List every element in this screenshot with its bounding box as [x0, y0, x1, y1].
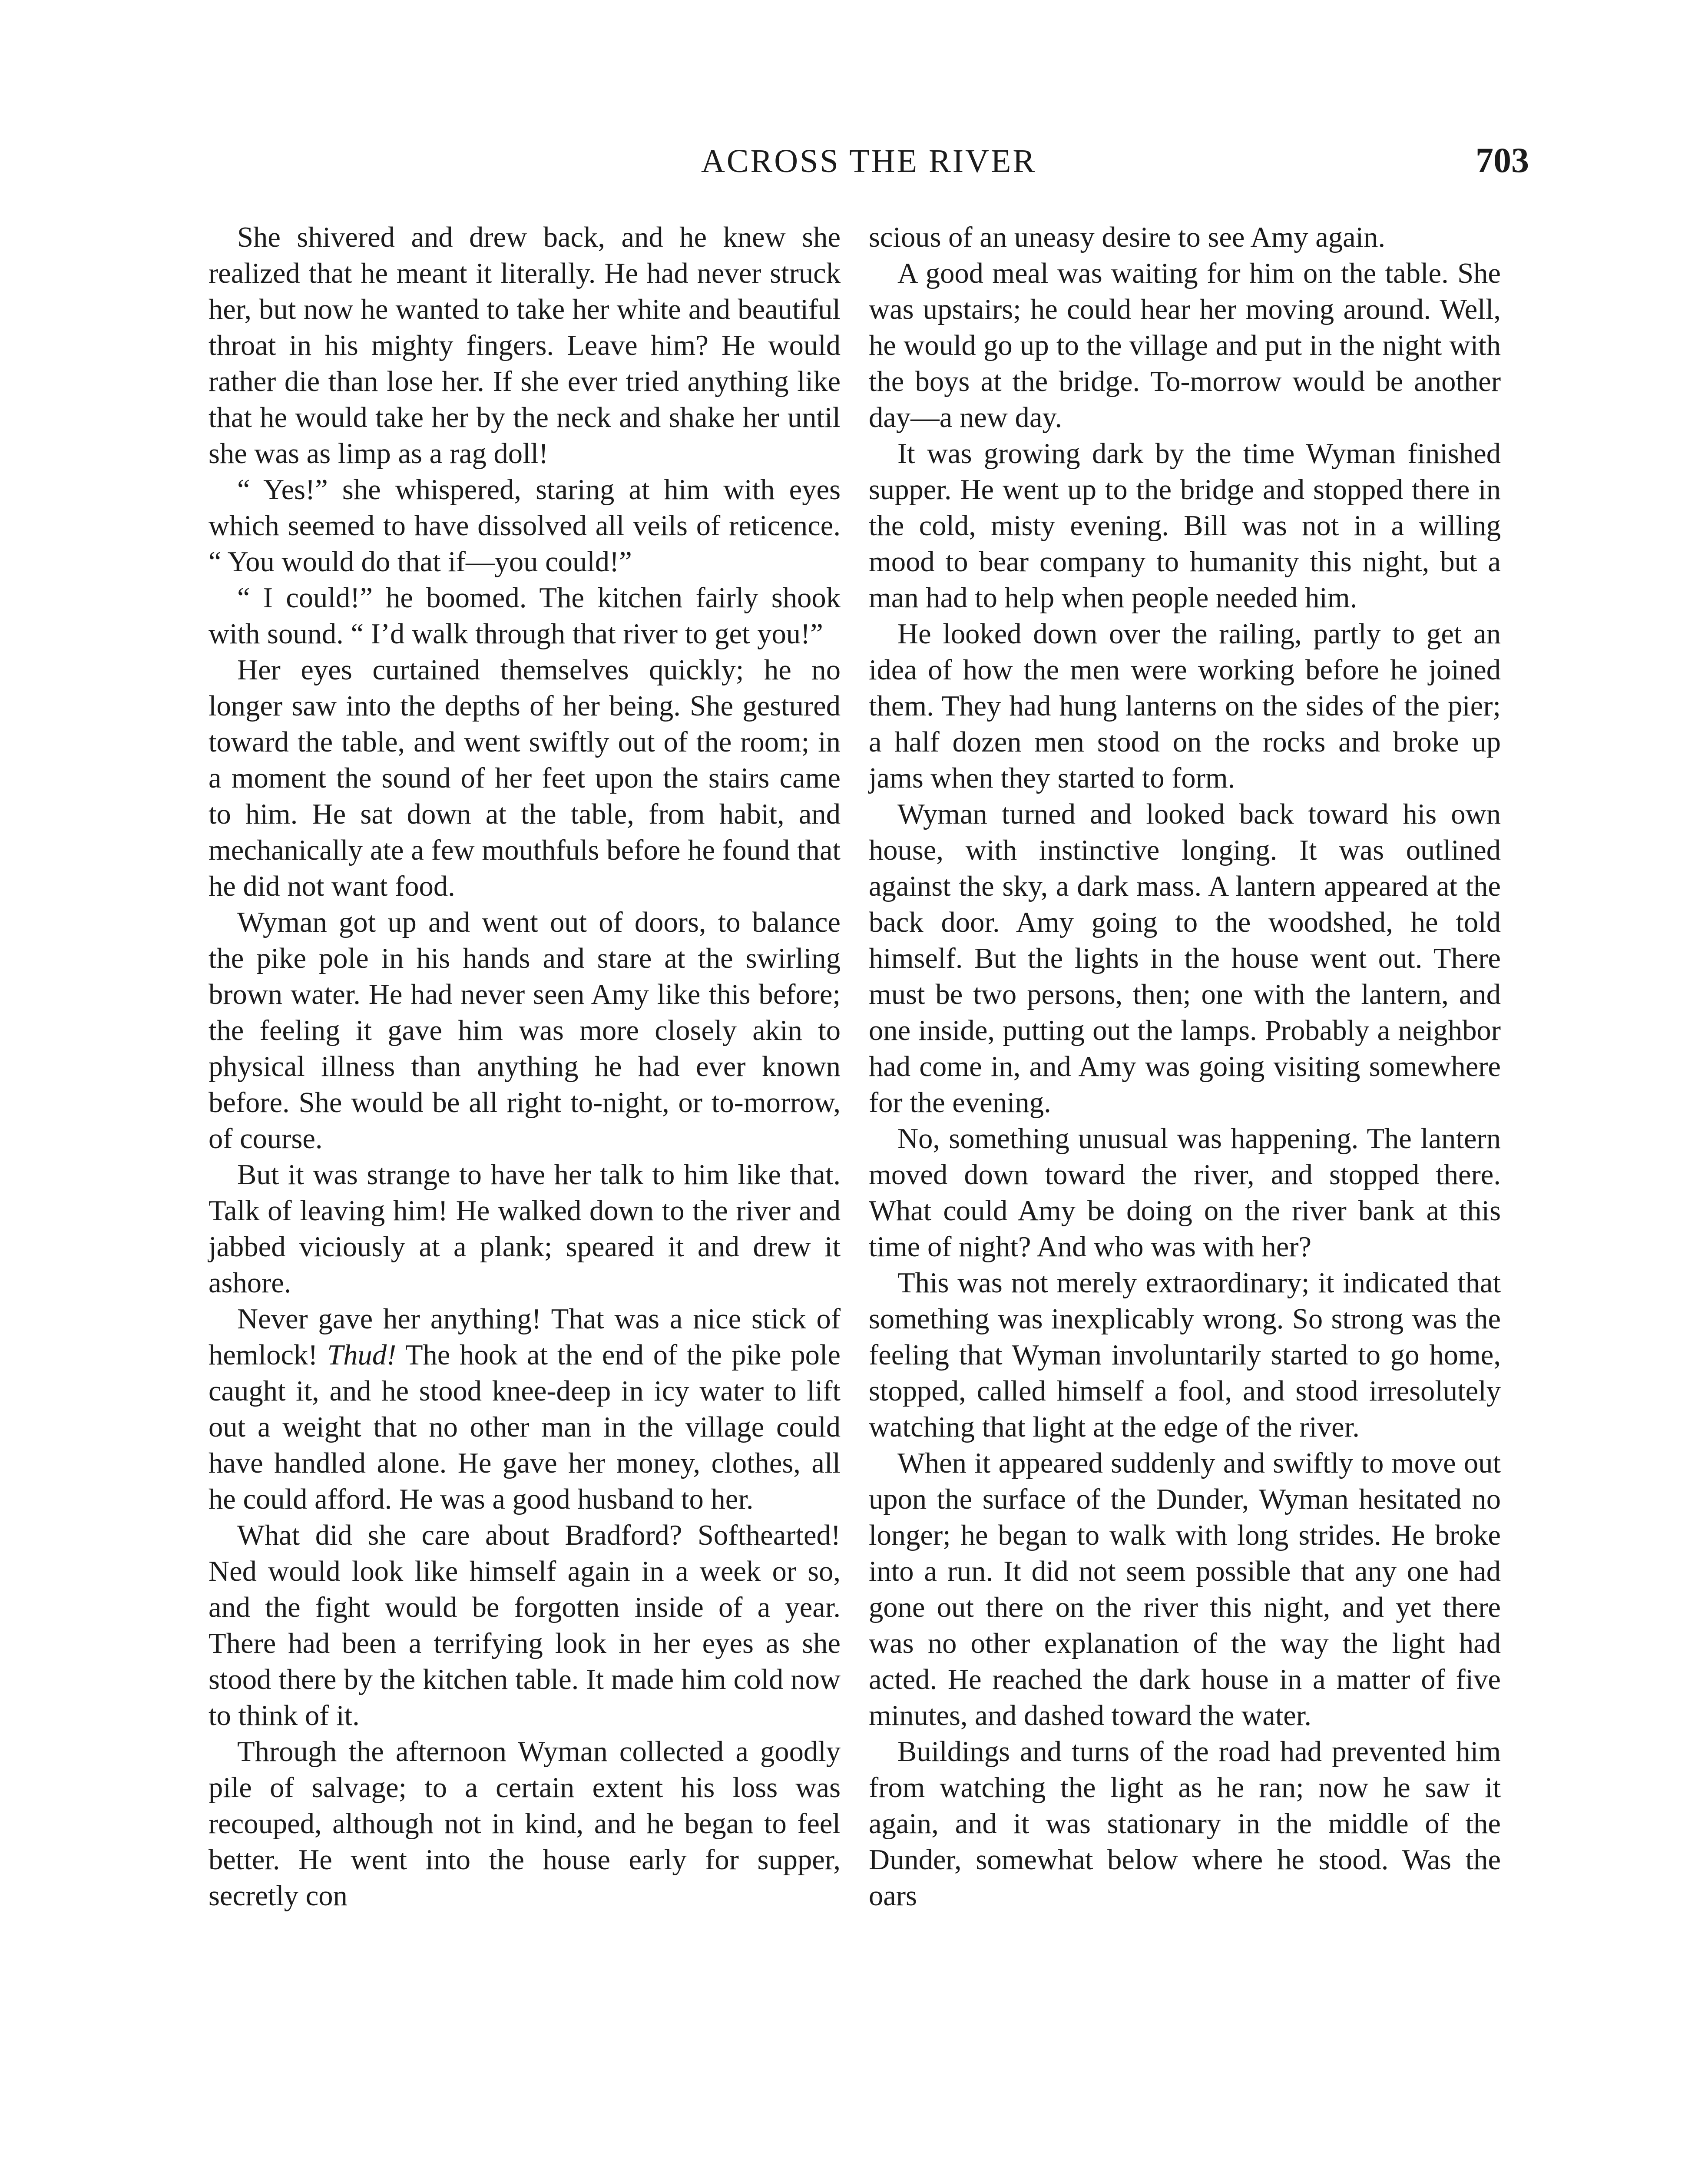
paragraph: Wyman got up and went out of doors, to balance the pike pole in his hands and stare at the swirling brown water. He had never seen Amy like this before; the feeling it gave him was more closely akin to physical illness than anything he had ever known before. She would be all right to-night, or to-morrow, of course. [209, 907, 841, 1155]
paragraph: When it appeared suddenly and swiftly to move out upon the surface of the Dunder, Wyman hesitated no longer; he began to walk with long strides. He broke into a run. It did not seem possible that any one had gone out there on the river this night, and yet there was no other explanation of the way the light had acted. He reached the dark house in a matter of five minutes, and dashed toward the water. [869, 1447, 1501, 1732]
emphasis: Thud! [327, 1339, 397, 1371]
paragraph: It was growing dark by the time Wyman finished supper. He went up to the bridge and stopped there in the cold, misty evening. Bill was not in a willing mood to bear company to humanity this night, but a man had to help when people needed him. [869, 438, 1501, 614]
page-number: 703 [1476, 140, 1529, 180]
running-head: ACROSS THE RIVER [701, 143, 1037, 179]
paragraph: Through the afternoon Wyman collected a goodly pile of salvage; to a certain extent his loss was recouped, although not in kind, and he began to feel better. He went into the house early for supper, secretly con [209, 1736, 841, 1912]
paragraph: Wyman turned and looked back toward his own house, with instinctive longing. It was outlined against the sky, a dark mass. A lantern appeared at the back door. Amy going to the woodshed, he told himself. But the lights in the house went out. There must be two persons, then; one with the lantern, and one inside, putting out the lamps. Probably a neighbor had come in, and Amy was going visiting somewhere for the evening. [869, 798, 1501, 1119]
paragraph: He looked down over the railing, partly to get an idea of how the men were working before he joined them. They had hung lanterns on the sides of the pier; a half dozen men stood on the rocks and broke up jams when they started to form. [869, 618, 1501, 794]
paragraph: What did she care about Bradford? Softhearted! Ned would look like himself again in a week or so, and the fight would be forgotten inside of a year. There had been a terrifying look in her eyes as she stood there by the kitchen table. It made him cold now to think of it. [209, 1520, 841, 1732]
paragraph: scious of an uneasy desire to see Amy again. [869, 222, 1386, 253]
paragraph: This was not merely extraordinary; it indicated that something was inexplicably wrong. So strong was the feeling that Wyman involuntarily started to go home, stopped, called himself a fool, and stood irresolutely watching that light at the edge of the river. [869, 1267, 1501, 1443]
paragraph: A good meal was waiting for him on the table. She was upstairs; he could hear her moving around. Well, he would go up to the village and put in the night with the boys at the bridge. To-morrow would be another day—a new day. [869, 258, 1501, 434]
left-column [209, 219, 841, 1914]
paragraph: Buildings and turns of the road had prevented him from watching the light as he ran; now he saw it again, and it was stationary in the middle of the Dunder, somewhat below where he stood. Was the oars [869, 1736, 1501, 1912]
paragraph: Never gave her anything! That was a nice stick of hemlock! Thud! The hook at the end of the pike pole caught it, and he stood knee-deep in icy water to lift out a weight that no other man in the village could have handled alone. He gave her money, clothes, all he could afford. He was a good husband to her. [209, 1303, 841, 1515]
paragraph: No, something unusual was happening. The lantern moved down toward the river, and stopped there. What could Amy be doing on the river bank at this time of night? And who was with her? [869, 1123, 1501, 1263]
paragraph: Her eyes curtained themselves quickly; he no longer saw into the depths of her being. She gestured toward the table, and went swiftly out of the room; in a moment the sound of her feet upon the stairs came to him. He sat down at the table, from habit, and mechanically ate a few mouthfuls before he found that he did not want food. [209, 654, 841, 902]
paragraph: “ Yes!” she whispered, staring at him with eyes which seemed to have dissolved all veils of reticence. “ You would do that if—you could!” [209, 474, 841, 578]
right-column [869, 219, 1501, 1914]
paragraph: She shivered and drew back, and he knew she realized that he meant it literally. He had never struck her, but now he wanted to take her white and beautiful throat in his mighty fingers. Leave him? He would rather die than lose her. If she ever tried anything like that he would take her by the neck and shake her until she was as limp as a rag doll! [209, 222, 841, 470]
page-header [209, 142, 1529, 190]
paragraph: But it was strange to have her talk to him like that. Talk of leaving him! He walked down to the river and jabbed viciously at a plank; speared it and drew it ashore. [209, 1159, 841, 1299]
paragraph: “ I could!” he boomed. The kitchen fairly shook with sound. “ I’d walk through that river to get you!” [209, 582, 841, 650]
